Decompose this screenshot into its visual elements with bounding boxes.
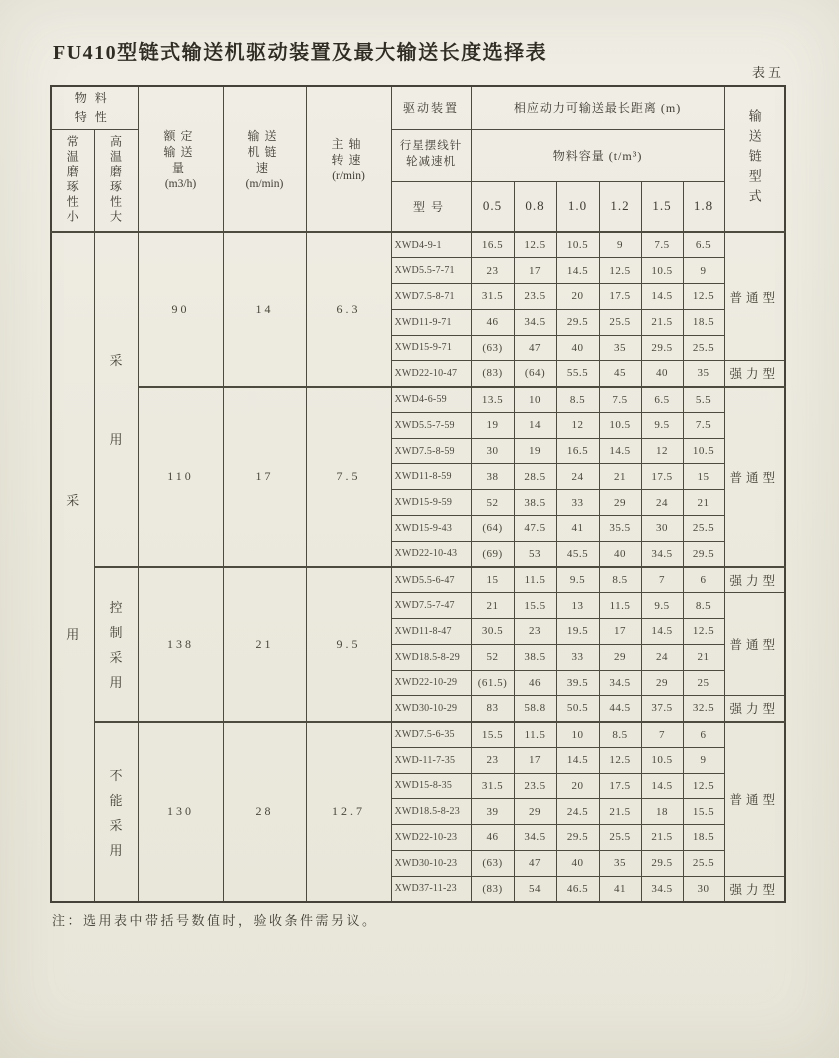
distance-cell: 29 — [599, 644, 641, 670]
distance-cell: 29.5 — [556, 825, 599, 851]
distance-cell: 45.5 — [556, 541, 599, 567]
distance-cell: 8.5 — [683, 593, 724, 619]
rated-capacity-unit: (m3/h) — [164, 178, 197, 191]
distance-cell: 17.5 — [599, 284, 641, 310]
model-cell: XWD15-9-43 — [391, 515, 471, 541]
distance-cell: 8.5 — [556, 387, 599, 413]
table-header — [51, 86, 785, 232]
model-cell: XWD11-8-59 — [391, 464, 471, 490]
model-cell: XWD22-10-23 — [391, 825, 471, 851]
shaft-speed-header — [306, 86, 391, 232]
distance-cell: 14.5 — [556, 258, 599, 284]
distance-cell: (69) — [471, 541, 514, 567]
distance-cell: 14.5 — [599, 438, 641, 464]
capacity-value-header: 1.2 — [599, 181, 641, 232]
capacity-value-header: 1.0 — [556, 181, 599, 232]
distance-cell: 19 — [514, 438, 556, 464]
distance-cell: 52 — [471, 644, 514, 670]
usage-label-char: 用 — [109, 675, 123, 691]
distance-cell: 7 — [641, 722, 683, 748]
distance-cell: 9 — [599, 232, 641, 258]
normal-temp-header: 常温磨琢性小 — [51, 129, 94, 232]
model-cell: XWD7.5-7-47 — [391, 593, 471, 619]
distance-cell: (64) — [514, 361, 556, 387]
distance-cell: 15 — [471, 567, 514, 593]
distance-cell: 40 — [599, 541, 641, 567]
distance-cell: 30.5 — [471, 618, 514, 644]
distance-cell: 10.5 — [599, 412, 641, 438]
model-cell: XWD7.5-8-71 — [391, 284, 471, 310]
distance-cell: 21.5 — [641, 309, 683, 335]
footnote: 注：选用表中带括号数值时，验收条件需另议。 — [52, 913, 378, 928]
model-cell: XWD15-8-35 — [391, 773, 471, 799]
chain-speed-cell: 17 — [223, 387, 306, 567]
distance-cell: 21.5 — [641, 825, 683, 851]
distance-cell: 20 — [556, 773, 599, 799]
distance-cell: 38.5 — [514, 490, 556, 516]
distance-cell: 31.5 — [471, 284, 514, 310]
chain-type-cell: 普通型 — [724, 593, 785, 696]
distance-cell: 46.5 — [556, 876, 599, 902]
distance-cell: 39.5 — [556, 670, 599, 696]
usage-label-char: 能 — [109, 792, 123, 808]
distance-cell: 10.5 — [641, 258, 683, 284]
chain-speed-cell: 14 — [223, 232, 306, 387]
usage-normal-temp-cell — [51, 232, 94, 902]
distance-cell: 46 — [471, 309, 514, 335]
distance-cell: 12 — [556, 412, 599, 438]
distance-cell: 24 — [641, 490, 683, 516]
model-header: 型号 — [391, 181, 471, 232]
distance-cell: 17 — [599, 618, 641, 644]
distance-cell: 11.5 — [514, 722, 556, 748]
distance-cell: 25.5 — [599, 309, 641, 335]
max-distance-header: 相应动力可输送最长距离 (m) — [471, 86, 724, 129]
reducer-header — [391, 129, 471, 181]
chain-type-cell: 强力型 — [724, 361, 785, 387]
distance-cell: 14.5 — [641, 618, 683, 644]
distance-cell: 47 — [514, 850, 556, 876]
distance-cell: 50.5 — [556, 696, 599, 722]
shaft-speed-cell: 7.5 — [306, 387, 391, 567]
shaft-speed-cell: 9.5 — [306, 567, 391, 722]
usage-label-char: 用 — [66, 627, 80, 643]
distance-cell: 55.5 — [556, 361, 599, 387]
distance-cell: 38.5 — [514, 644, 556, 670]
table-row — [51, 387, 785, 413]
model-cell: XWD5.5-7-71 — [391, 258, 471, 284]
distance-cell: 9.5 — [556, 567, 599, 593]
distance-cell: 25 — [683, 670, 724, 696]
distance-cell: 58.8 — [514, 696, 556, 722]
distance-cell: 23.5 — [514, 773, 556, 799]
selection-table — [50, 85, 786, 903]
distance-cell: 18.5 — [683, 309, 724, 335]
distance-cell: 17 — [514, 258, 556, 284]
distance-cell: 5.5 — [683, 387, 724, 413]
usage-label-char: 采 — [66, 493, 80, 509]
distance-cell: 28.5 — [514, 464, 556, 490]
capacity-cell: 138 — [138, 567, 223, 722]
distance-cell: 29 — [641, 670, 683, 696]
capacity-label-header: 物料容量 (t/m³) — [471, 129, 724, 181]
chain-type-cell: 强力型 — [724, 567, 785, 593]
distance-cell: 46 — [471, 825, 514, 851]
chain-type-cell: 普通型 — [724, 722, 785, 877]
capacity-cell: 110 — [138, 387, 223, 567]
capacity-value-header: 1.5 — [641, 181, 683, 232]
shaft-speed-unit: (r/min) — [332, 170, 365, 183]
distance-cell: 24 — [641, 644, 683, 670]
model-cell: XWD7.5-6-35 — [391, 722, 471, 748]
distance-cell: 11.5 — [599, 593, 641, 619]
distance-cell: 15.5 — [683, 799, 724, 825]
distance-cell: 23 — [514, 618, 556, 644]
distance-cell: 8.5 — [599, 722, 641, 748]
distance-cell: 34.5 — [641, 876, 683, 902]
chain-type-cell: 普通型 — [724, 232, 785, 361]
chain-speed-header — [223, 86, 306, 232]
model-cell: XWD37-11-23 — [391, 876, 471, 902]
distance-cell: 29.5 — [641, 335, 683, 361]
distance-cell: 21.5 — [599, 799, 641, 825]
model-cell: XWD4-9-1 — [391, 232, 471, 258]
distance-cell: 25.5 — [599, 825, 641, 851]
capacity-value-header: 1.8 — [683, 181, 724, 232]
distance-cell: 45 — [599, 361, 641, 387]
model-cell: XWD30-10-23 — [391, 850, 471, 876]
chain-speed-cell: 21 — [223, 567, 306, 722]
distance-cell: 35 — [599, 850, 641, 876]
distance-cell: 14.5 — [641, 284, 683, 310]
distance-cell: 29.5 — [641, 850, 683, 876]
drive-device-header: 驱动装置 — [391, 86, 471, 129]
usage-high-temp-cell — [94, 232, 138, 567]
distance-cell: 41 — [556, 515, 599, 541]
usage-high-temp-cell — [94, 567, 138, 722]
distance-cell: 18.5 — [683, 825, 724, 851]
distance-cell: 34.5 — [641, 541, 683, 567]
distance-cell: 17 — [514, 747, 556, 773]
distance-cell: 10 — [514, 387, 556, 413]
model-cell: XWD5.5-7-59 — [391, 412, 471, 438]
rated-capacity-label: 额定输送量 — [163, 128, 198, 176]
distance-cell: 32.5 — [683, 696, 724, 722]
distance-cell: 12.5 — [599, 747, 641, 773]
distance-cell: 23.5 — [514, 284, 556, 310]
distance-cell: 16.5 — [556, 438, 599, 464]
distance-cell: 6 — [683, 722, 724, 748]
material-property-label: 物料特性 — [74, 91, 115, 124]
distance-cell: 14.5 — [641, 773, 683, 799]
distance-cell: 29 — [514, 799, 556, 825]
shaft-speed-label: 主轴转速 — [331, 136, 366, 167]
distance-cell: (61.5) — [471, 670, 514, 696]
distance-cell: 21 — [471, 593, 514, 619]
usage-label-char: 采 — [109, 353, 123, 369]
distance-cell: 23 — [471, 747, 514, 773]
distance-cell: 10.5 — [556, 232, 599, 258]
model-cell: XWD22-10-29 — [391, 670, 471, 696]
distance-cell: (83) — [471, 876, 514, 902]
distance-cell: 9.5 — [641, 593, 683, 619]
chain-speed-label: 输送机链速 — [247, 128, 282, 176]
distance-cell: 25.5 — [683, 335, 724, 361]
usage-high-temp-cell — [94, 722, 138, 902]
usage-label-char: 采 — [109, 817, 123, 833]
distance-cell: 13.5 — [471, 387, 514, 413]
distance-cell: 15.5 — [514, 593, 556, 619]
distance-cell: 12.5 — [683, 284, 724, 310]
distance-cell: 40 — [556, 335, 599, 361]
distance-cell: 34.5 — [514, 825, 556, 851]
distance-cell: 12.5 — [683, 773, 724, 799]
distance-cell: 53 — [514, 541, 556, 567]
model-cell: XWD18.5-8-23 — [391, 799, 471, 825]
distance-cell: 25.5 — [683, 850, 724, 876]
model-cell: XWD30-10-29 — [391, 696, 471, 722]
distance-cell: 52 — [471, 490, 514, 516]
distance-cell: 7.5 — [599, 387, 641, 413]
usage-label-char: 控 — [109, 600, 123, 616]
distance-cell: 37.5 — [641, 696, 683, 722]
capacity-cell: 130 — [138, 722, 223, 902]
distance-cell: 30 — [683, 876, 724, 902]
distance-cell: 8.5 — [599, 567, 641, 593]
usage-label-char: 制 — [109, 625, 123, 641]
model-cell: XWD11-8-47 — [391, 618, 471, 644]
distance-cell: 7.5 — [641, 232, 683, 258]
distance-cell: (64) — [471, 515, 514, 541]
chain-type-cell: 强力型 — [724, 696, 785, 722]
usage-label-char: 用 — [109, 432, 123, 448]
distance-cell: 12 — [641, 438, 683, 464]
distance-cell: 39 — [471, 799, 514, 825]
table-row — [51, 722, 785, 748]
table-row — [51, 567, 785, 593]
model-cell: XWD5.5-6-47 — [391, 567, 471, 593]
distance-cell: 31.5 — [471, 773, 514, 799]
distance-cell: 44.5 — [599, 696, 641, 722]
distance-cell: 41 — [599, 876, 641, 902]
high-temp-header: 高温磨琢性大 — [94, 129, 138, 232]
distance-cell: 23 — [471, 258, 514, 284]
model-cell: XWD-11-7-35 — [391, 747, 471, 773]
model-cell: XWD22-10-47 — [391, 361, 471, 387]
distance-cell: 14 — [514, 412, 556, 438]
capacity-value-header: 0.5 — [471, 181, 514, 232]
distance-cell: 7 — [641, 567, 683, 593]
distance-cell: 12.5 — [514, 232, 556, 258]
distance-cell: 7.5 — [683, 412, 724, 438]
distance-cell: 29.5 — [556, 309, 599, 335]
distance-cell: 10.5 — [683, 438, 724, 464]
distance-cell: 34.5 — [599, 670, 641, 696]
distance-cell: 19.5 — [556, 618, 599, 644]
chain-type-header: 输送链型式 — [724, 86, 785, 232]
distance-cell: 9 — [683, 747, 724, 773]
distance-cell: 15 — [683, 464, 724, 490]
distance-cell: 33 — [556, 644, 599, 670]
rated-capacity-header — [138, 86, 223, 232]
distance-cell: 21 — [683, 490, 724, 516]
table-row — [51, 232, 785, 258]
chain-type-cell: 强力型 — [724, 876, 785, 902]
model-cell: XWD22-10-43 — [391, 541, 471, 567]
model-cell: XWD18.5-8-29 — [391, 644, 471, 670]
model-cell: XWD7.5-8-59 — [391, 438, 471, 464]
distance-cell: 34.5 — [514, 309, 556, 335]
distance-cell: 6 — [683, 567, 724, 593]
distance-cell: 30 — [471, 438, 514, 464]
chain-speed-cell: 28 — [223, 722, 306, 902]
distance-cell: 16.5 — [471, 232, 514, 258]
usage-label-char: 用 — [109, 842, 123, 858]
distance-cell: 47.5 — [514, 515, 556, 541]
table-body — [51, 232, 785, 902]
distance-cell: 12.5 — [599, 258, 641, 284]
distance-cell: 33 — [556, 490, 599, 516]
shaft-speed-cell: 6.3 — [306, 232, 391, 387]
distance-cell: 21 — [599, 464, 641, 490]
distance-cell: 47 — [514, 335, 556, 361]
distance-cell: 40 — [556, 850, 599, 876]
usage-label-char: 不 — [109, 767, 123, 783]
distance-cell: 6.5 — [683, 232, 724, 258]
distance-cell: 14.5 — [556, 747, 599, 773]
page-title: FU410型链式输送机驱动装置及最大输送长度选择表 — [53, 42, 548, 64]
distance-cell: 29.5 — [683, 541, 724, 567]
header-row-1 — [51, 86, 785, 129]
model-cell: XWD11-9-71 — [391, 309, 471, 335]
model-cell: XWD15-9-59 — [391, 490, 471, 516]
distance-cell: 13 — [556, 593, 599, 619]
distance-cell: 35 — [599, 335, 641, 361]
capacity-cell: 90 — [138, 232, 223, 387]
capacity-value-header: 0.8 — [514, 181, 556, 232]
reducer-label: 行星摆线针轮减速机 — [399, 140, 463, 168]
distance-cell: 40 — [641, 361, 683, 387]
model-cell: XWD15-9-71 — [391, 335, 471, 361]
distance-cell: (83) — [471, 361, 514, 387]
distance-cell: 24.5 — [556, 799, 599, 825]
shaft-speed-cell: 12.7 — [306, 722, 391, 902]
distance-cell: 24 — [556, 464, 599, 490]
distance-cell: 38 — [471, 464, 514, 490]
distance-cell: (63) — [471, 850, 514, 876]
distance-cell: 12.5 — [683, 618, 724, 644]
distance-cell: 35 — [683, 361, 724, 387]
distance-cell: 6.5 — [641, 387, 683, 413]
distance-cell: 9.5 — [641, 412, 683, 438]
distance-cell: 21 — [683, 644, 724, 670]
chain-speed-unit: (m/min) — [245, 178, 284, 191]
distance-cell: 17.5 — [641, 464, 683, 490]
distance-cell: 30 — [641, 515, 683, 541]
distance-cell: 25.5 — [683, 515, 724, 541]
distance-cell: 20 — [556, 284, 599, 310]
distance-cell: 17.5 — [599, 773, 641, 799]
distance-cell: 54 — [514, 876, 556, 902]
material-property-header — [51, 86, 138, 129]
model-cell: XWD4-6-59 — [391, 387, 471, 413]
table-number-label: 表五 — [752, 65, 785, 80]
distance-cell: 19 — [471, 412, 514, 438]
distance-cell: 10 — [556, 722, 599, 748]
usage-label-char: 采 — [109, 650, 123, 666]
chain-type-cell: 普通型 — [724, 387, 785, 567]
distance-cell: 29 — [599, 490, 641, 516]
distance-cell: (63) — [471, 335, 514, 361]
distance-cell: 9 — [683, 258, 724, 284]
distance-cell: 18 — [641, 799, 683, 825]
distance-cell: 11.5 — [514, 567, 556, 593]
distance-cell: 83 — [471, 696, 514, 722]
distance-cell: 46 — [514, 670, 556, 696]
distance-cell: 15.5 — [471, 722, 514, 748]
distance-cell: 35.5 — [599, 515, 641, 541]
distance-cell: 10.5 — [641, 747, 683, 773]
